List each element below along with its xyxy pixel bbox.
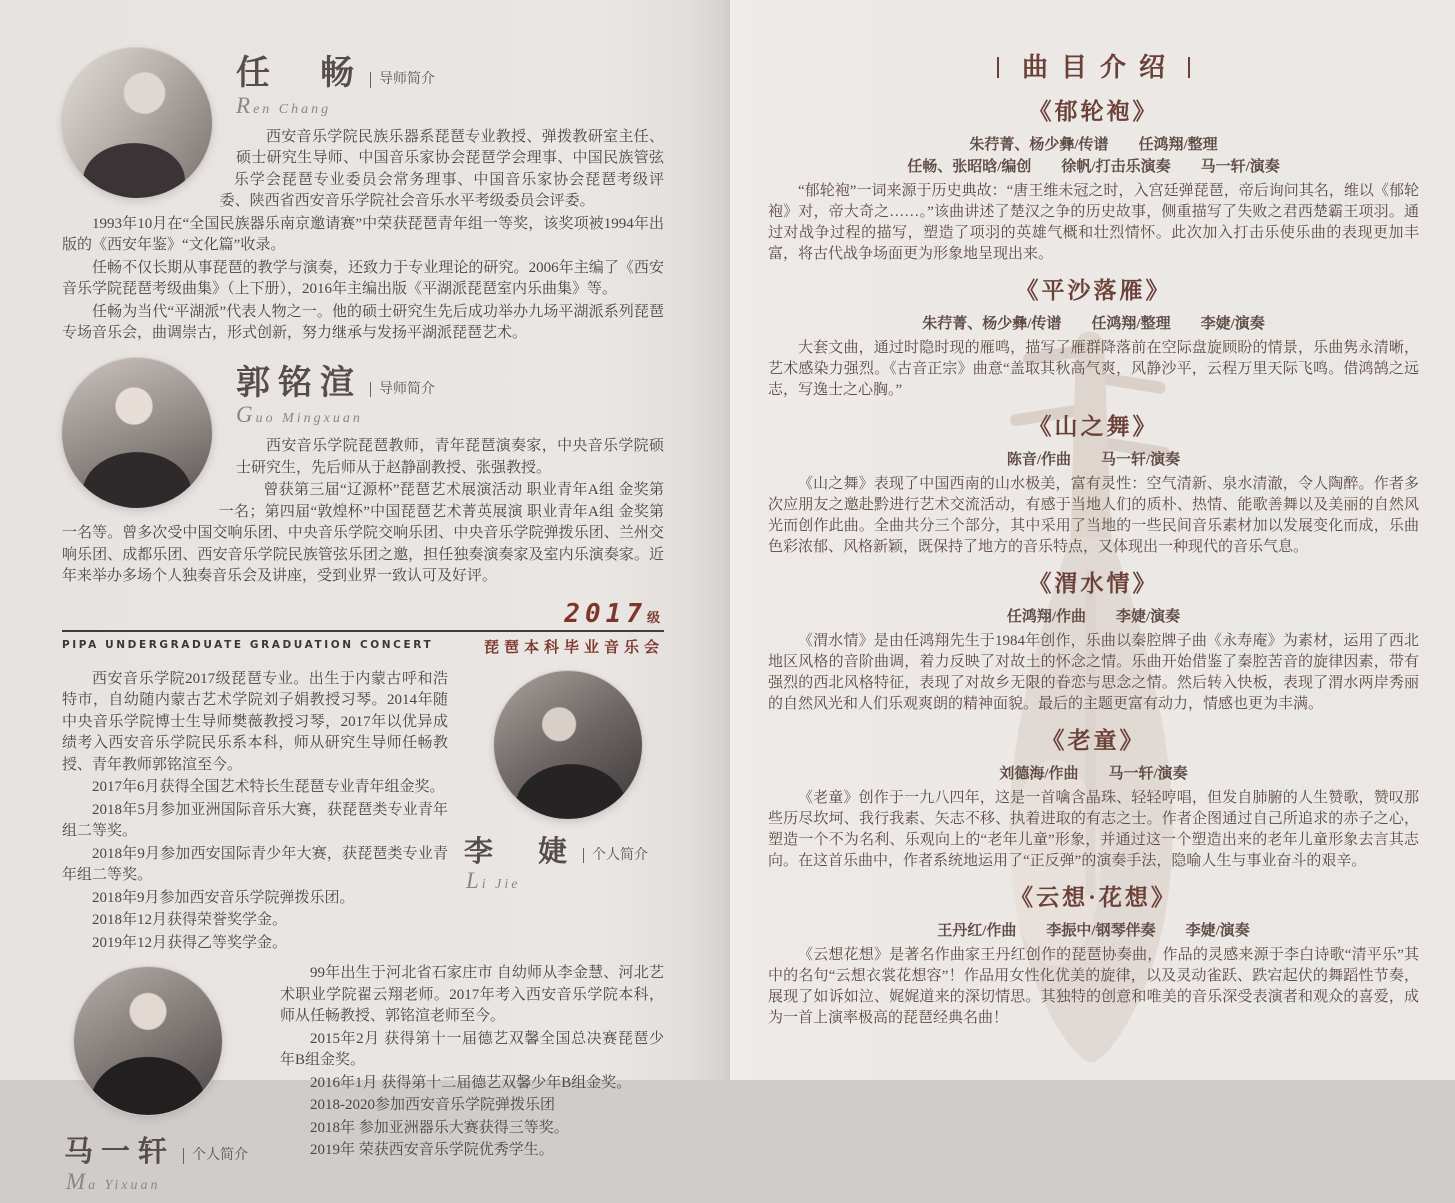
- program-notes-content: [768, 52, 1419, 1029]
- achievement-line: 2018-2020参加西安音乐学院弹拨乐团: [310, 1097, 555, 1114]
- achievement-line: 2018年 参加亚洲器乐大赛获得三等奖。: [310, 1119, 569, 1136]
- banner-english-title: PIPA UNDERGRADUATE GRADUATION CONCERT: [62, 638, 434, 651]
- student-photo-ma-yixuan: [74, 967, 222, 1115]
- achievement-line: 2017年6月获得全国艺术特长生琵琶专业青年组金奖。: [92, 779, 445, 796]
- banner-year: 2017: [564, 598, 647, 629]
- achievement-line: 2016年1月 获得第十二届德艺双馨少年B组金奖。: [310, 1074, 632, 1091]
- piece-credit-line: 朱荇菁、杨少彝/传谱 任鸿翔/整理 李婕/演奏: [922, 315, 1265, 332]
- piece-credits: [768, 920, 1419, 942]
- student-photo-block-li-jie: [464, 671, 664, 902]
- student-role-label: 个人简介: [583, 848, 648, 863]
- bio-paragraph: 任畅不仅长期从事琵琶的教学与演奏，还致力于专业理论的研究。2006年主编了《西安音乐学院琵琶考级曲集》（上下册），2016年主编出版《平湖派琵琶室内乐曲集》等。: [62, 259, 664, 298]
- title-bar-decoration: [1188, 57, 1190, 78]
- piece-section: [768, 569, 1419, 715]
- achievement-line: 2018年9月参加西安音乐学院弹拨乐团。: [92, 889, 355, 906]
- piece-section: [768, 883, 1419, 1029]
- bio-paragraph: 西安音乐学院民族乐器系琵琶专业教授、弹拨教研室主任、硕士研究生导师、中国音乐家协会琵琶学会理事、中国民族管弦乐学会琵琶专业委员会常务理事、中国音乐家协会琵琶考级评委、陕西省西安音乐学院社会音乐水平考级委员会评委。: [219, 128, 664, 210]
- student-name-row: [64, 1129, 260, 1167]
- page-right-program-notes: [730, 0, 1455, 1080]
- student-section-li-jie: [62, 669, 664, 956]
- piece-credits: [768, 313, 1419, 335]
- piece-credit-line: 王丹红/作曲 李振中/钢琴伴奏 李婕/演奏: [937, 922, 1250, 939]
- bio-paragraph: 西安音乐学院琵琶教师，青年琵琶演奏家，中央音乐学院硕士研究生，先后师从于赵静副教授、张强教授。: [236, 438, 664, 476]
- bio-paragraph: 任畅为当代“平湖派”代表人物之一。他的硕士研究生先后成功举办九场平湖派系列琵琶专场音乐会，曲调崇古，形式创新，努力继承与发扬平湖派琵琶艺术。: [62, 303, 664, 342]
- piece-credit-line: 任畅、张昭晗/编创 徐帆/打击乐演奏 马一轩/演奏: [907, 159, 1280, 176]
- student-name: 马一轩: [64, 1136, 176, 1169]
- bio-paragraph: 1993年10月在“全国民族器乐南京邀请赛”中荣获琵琶青年组一等奖，该奖项被1994年出版的《西安年鉴》“文化篇”收录。: [62, 215, 664, 254]
- student-name: 李 婕: [464, 835, 576, 868]
- student-photo-block-ma-yixuan: [64, 967, 260, 1202]
- page-title: 曲目介绍: [1021, 53, 1178, 82]
- piece-title: 《老童》: [1041, 727, 1146, 753]
- mentor-name: 郭铭渲: [236, 364, 362, 402]
- student-photo-li-jie: [494, 671, 642, 819]
- achievement-line: 2018年12月获得荣誉奖学金。: [92, 912, 288, 929]
- piece-section: [768, 412, 1419, 558]
- piece-credit-line: 陈音/作曲 马一轩/演奏: [1006, 451, 1181, 468]
- piece-credits: [768, 449, 1419, 471]
- student-nameblock: [464, 829, 664, 894]
- piece-description: 《渭水情》是由任鸿翔先生于1984年创作，乐曲以秦腔牌子曲《永寿庵》为素材，运用了西北地区风格的音阶曲调，着力反映了对故土的怀念之情。乐曲开始借鉴了秦腔苦音的旋律因素，带有强烈的西北风格特征，表现了对故乡无限的眷恋与思念之情。然后转入快板，表现了渭水两岸秀丽的自然风光和人们乐观爽朗的精神面貌。最后的主题更富有动力，情感也更为丰满。: [768, 632, 1419, 712]
- bio-paragraph: 曾获第三届“辽源杯”琵琶艺术展演活动 职业青年A组 金奖第一名；第四届“敦煌杯”中国琵琶艺术菁英展演 职业青年A组 金奖第一名等。曾多次受中国交响乐团、中央音乐学院交响乐团、中央音乐学院弹拨乐团、兰州交响乐团、成都乐团、西安音乐学院民族管弦乐团之邀，担任独奏演奏家及室内乐演奏家。近年来举办多场个人独奏音乐会及讲座，受到业界一致认可及好评。: [62, 482, 664, 585]
- mentor-photo-guo-mingxuan: [62, 358, 212, 508]
- piece-description: 《云想花想》是著名作曲家王丹红创作的琵琶协奏曲，作品的灵感来源于李白诗歌“清平乐”其中的名句“云想衣裳花想容”！作品用女性化优美的旋律，以及灵动雀跃、跌宕起伏的舞蹈性节奏，展现了如诉如泣、娓娓道来的深切情思。其独特的创意和唯美的音乐深受表演者和观众的喜爱，成为一首上演率极高的琵琶经典名曲！: [768, 946, 1419, 1026]
- mentor-name-romanized: Ren Chang: [236, 92, 332, 118]
- title-bar-decoration: [997, 57, 999, 78]
- student-intro: 99年出生于河北省石家庄市 自幼师从李金慧、河北艺术职业学院翟云翔老师。2017年考入西安音乐学院本科，师从任畅教授、郭铭渲老师至今。: [280, 965, 664, 1025]
- student-name-row: [464, 829, 664, 867]
- mentor-name: 任 畅: [236, 55, 362, 92]
- piece-description: 《老童》创作于一九八四年，这是一首噙含晶珠、轻轻哼唱，但发自肺腑的人生赞歌，赞叹那些历尽坎坷、我行我素、矢志不移、执着进取的有志之士。作者企图通过自己所追求的赤子之心，塑造一个不为名利、乐观向上的“老年儿童”形象，并通过这一个塑造出来的老年儿童形象去言其志向。在这首乐曲中，作者系统地运用了“正反弹”的演奏手法，隐喻人生与事业奋斗的艰辛。: [768, 789, 1419, 869]
- piece-title: 《平沙落雁》: [1015, 278, 1172, 304]
- piece-credits: [768, 763, 1419, 785]
- piece-credits: [768, 134, 1419, 178]
- achievement-line: 2019年 荣获西安音乐学院优秀学生。: [310, 1142, 554, 1159]
- concert-banner: [62, 598, 664, 657]
- banner-subtitle: 琵琶本科毕业音乐会: [483, 639, 664, 656]
- achievement-line: 2015年2月 获得第十一届德艺双馨全国总决赛琵琶少年B组金奖。: [280, 1030, 664, 1069]
- piece-credit-line: 任鸿翔/作曲 李婕/演奏: [1006, 608, 1181, 625]
- mentor-name-romanized: Guo Mingxuan: [236, 402, 363, 428]
- student-name-romanized: Li Jie: [466, 868, 521, 894]
- piece-description: 大套文曲，通过时隐时现的雁鸣，描写了雁群降落前在空际盘旋顾盼的情景，乐曲隽永清晰，艺术感染力强烈。《古音正宗》曲意“盖取其秋高气爽，风静沙平，云程万里天际飞鸣。借鸿鹄之远志，写逸士之心胸。”: [768, 339, 1419, 398]
- piece-credits: [768, 606, 1419, 628]
- mentor-role-label: 导师简介: [370, 382, 435, 397]
- banner-year-row: [62, 598, 664, 629]
- piece-list: [768, 97, 1419, 1028]
- piece-section: [768, 97, 1419, 265]
- student-name-romanized: Ma Yixuan: [66, 1168, 161, 1194]
- achievement-line: 2018年5月参加亚洲国际音乐大赛，获琵琶类专业青年组二等奖。: [62, 801, 448, 840]
- achievement-line: 2018年9月参加西安国际青少年大赛，获琵琶类专业青年组二等奖。: [62, 845, 448, 884]
- mentor-section-guo-mingxuan: [62, 358, 664, 589]
- piece-section: [768, 726, 1419, 872]
- mentor-name-row: [236, 358, 664, 402]
- piece-title: 《山之舞》: [1028, 413, 1159, 439]
- piece-title: 《渭水情》: [1028, 570, 1159, 596]
- piece-credit-line: 朱荇菁、杨少彝/传谱 任鸿翔/整理: [969, 137, 1218, 154]
- piece-section: [768, 276, 1419, 401]
- piece-description: “郁轮袍”一词来源于历史典故：“唐王维未冠之时，入宫廷弹琵琶，帝后询问其名，维以《郁轮袍》对，帝大奇之……。”该曲讲述了楚汉之争的历史故事，侧重描写了失败之君西楚霸王项羽。通过对战争过程的描写，塑造了项羽的英雄气概和壮烈情怀。此次加入打击乐使乐曲的表现更加丰富，将古代战争场面更为形象地呈现出来。: [768, 183, 1419, 263]
- piece-title: 《云想·花想》: [1010, 884, 1177, 910]
- page-left-performers: [0, 0, 730, 1194]
- banner-year-suffix: 级: [646, 609, 660, 625]
- piece-description: 《山之舞》表现了中国西南的山水极美，富有灵性：空气清新、泉水清澈，令人陶醉。作者多次应朋友之邀赴黔进行艺术交流活动，有感于当地人们的质朴、热情、能歌善舞以及美丽的自然风光而创作此曲。全曲共分三个部分，其中采用了当地的一些民间音乐素材加以发展变化而成，乐曲色彩浓郁、风格新颖，既保持了地方的音乐特点，又体现出一种现代的音乐气息。: [768, 475, 1419, 555]
- program-title-row: [768, 52, 1419, 83]
- student-nameblock: [64, 1129, 260, 1194]
- mentor-section-ren-chang: [62, 48, 664, 346]
- mentor-name-row: [236, 48, 664, 92]
- mentor-photo-ren-chang: [62, 48, 212, 198]
- banner-bottom-row: [62, 636, 664, 657]
- student-intro: 西安音乐学院2017级琵琶专业。出生于内蒙古呼和浩特市，自幼随内蒙古艺术学院刘子娟教授习琴。2014年随中央音乐学院博士生导师樊薇教授习琴，2017年以优异成绩考入西安音乐学院民乐系本科，师从研究生导师任畅教授、青年教师郭铭渲至今。: [62, 670, 448, 773]
- piece-title: 《郁轮袍》: [1028, 99, 1159, 125]
- mentor-role-label: 导师简介: [370, 72, 435, 87]
- piece-credit-line: 刘德海/作曲 马一轩/演奏: [999, 765, 1188, 782]
- banner-divider-line: [62, 630, 664, 632]
- achievement-line: 2019年12月获得乙等奖学金。: [92, 934, 288, 951]
- student-role-label: 个人简介: [183, 1148, 248, 1163]
- student-section-ma-yixuan: [62, 963, 664, 1202]
